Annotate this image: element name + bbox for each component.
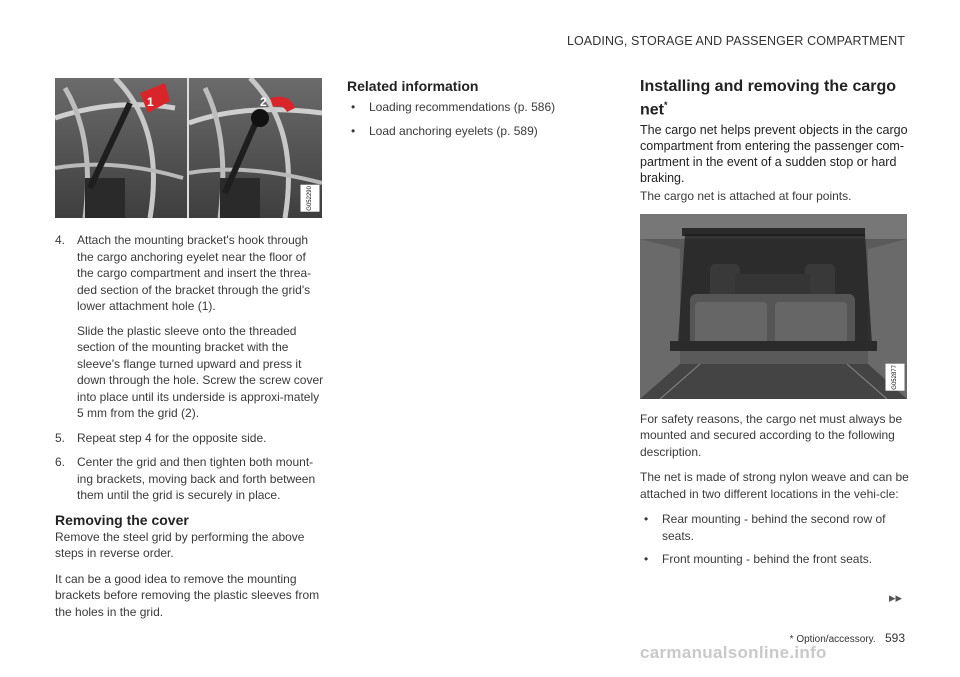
step-5: [55, 430, 325, 447]
left-column: [55, 78, 325, 629]
related-link[interactable]: Loading recommendations (p. 586): [369, 100, 556, 114]
bullet-icon: •: [644, 512, 649, 527]
image-code: G052290: [301, 185, 320, 212]
step-text: Repeat step 4 for the opposite side.: [77, 430, 267, 445]
step-6: [55, 454, 325, 504]
step-number: 5.: [55, 430, 66, 445]
watermark: carmanualsonline.info: [640, 643, 827, 662]
related-information-heading: Related information: [347, 78, 479, 94]
next-page-arrows-icon[interactable]: ▸▸: [888, 590, 902, 605]
page-number: 593: [884, 631, 905, 645]
mounting-options-list: [640, 511, 910, 568]
right-column: [640, 78, 910, 575]
list-item-text: Front mounting - behind the front seats.: [662, 552, 873, 567]
step-text: Slide the plastic sleeve onto the threaded section of the mounting bracket with the sleeve's flange turned upward and press it down through the hole. Screw the screw cover into place until its underside is approxi-mately 5 mm from the grid (2).: [77, 323, 324, 420]
bullet-icon: •: [351, 100, 356, 114]
marker-1: 1: [147, 95, 154, 109]
bracket-installation-illustration: [55, 78, 322, 218]
step-text: Center the grid and then tighten both mount-ing brackets, moving back and forth between them until the grid is securely in place.: [77, 455, 316, 502]
list-item: [640, 551, 910, 568]
related-link[interactable]: Load anchoring eyelets (p. 589): [369, 123, 538, 138]
cargo-net-illustration: [640, 214, 907, 399]
footnote: * Option/accessory.: [789, 634, 876, 645]
removing-cover-heading: Removing the cover: [55, 511, 189, 528]
removing-paragraph: It can be a good idea to remove the mounting brackets before removing the plastic sleeves from the holes in the grid.: [55, 571, 320, 619]
related-link-item[interactable]: [347, 123, 587, 140]
list-item: [640, 511, 910, 544]
list-item-text: Rear mounting - behind the second row of seats.: [662, 512, 886, 543]
net-description-paragraph: The net is made of strong nylon weave and can be attached in two different locations in the vehi-cle:: [640, 470, 909, 501]
related-link-item[interactable]: [347, 99, 587, 116]
installation-steps: [55, 232, 325, 504]
option-mark: *: [664, 100, 668, 110]
step-number: 4.: [55, 233, 66, 247]
bracket-illustration-svg: [55, 78, 322, 218]
image-code: G052877: [886, 364, 905, 391]
cargo-net-illustration-svg: [640, 214, 907, 399]
step-number: 6.: [55, 455, 66, 469]
step-4: [55, 232, 325, 422]
bullet-icon: •: [351, 123, 356, 138]
bullet-icon: •: [644, 552, 649, 567]
step-text: Attach the mounting bracket's hook through the cargo anchoring eyelet near the floor of the cargo compartment and insert the threa-ded section of the bracket through the grid's lower attachment hole (1).: [77, 233, 312, 313]
related-links: [347, 99, 587, 139]
removing-paragraph: Remove the steel grid by performing the above steps in reverse order.: [55, 529, 305, 560]
middle-column: [347, 78, 587, 146]
lead-paragraph: The cargo net helps prevent objects in the cargo compartment from entering the passenger com-partment in the event of a sudden stop or hard braking.: [640, 123, 908, 186]
safety-paragraph: For safety reasons, the cargo net must always be mounted and secured according to the following description.: [640, 411, 903, 459]
marker-2: 2: [260, 95, 267, 109]
cargo-net-heading: [640, 78, 910, 119]
intro-paragraph: The cargo net is attached at four points.: [640, 189, 852, 204]
cargo-net-heading-text: Installing and removing the cargo net: [640, 78, 897, 119]
running-header: LOADING, STORAGE AND PASSENGER COMPARTMENT: [566, 34, 905, 48]
